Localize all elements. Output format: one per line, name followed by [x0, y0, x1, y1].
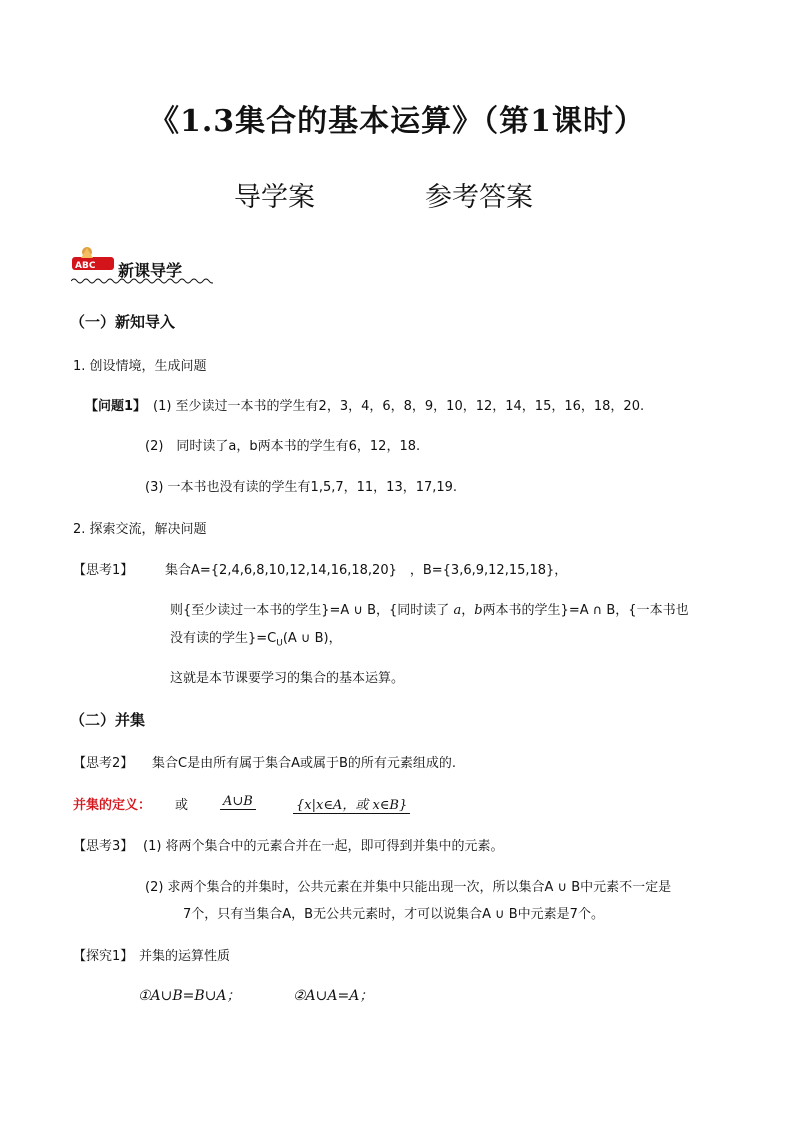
- question-1-answer-1: (1) 至少读过一本书的学生有2，3，4，6，8，9，10，12，14，15，16，18，20.: [153, 399, 645, 414]
- think-2-text: 集合C是由所有属于集合A或属于B的所有元素组成的.: [152, 756, 457, 771]
- think-3-point-2: (2) 求两个集合的并集时，公共元素在并集中只能出现一次，所以集合A ∪ B中元素不一定是: [145, 880, 672, 895]
- union-definition-or: 或: [175, 798, 189, 813]
- wavy-underline: [71, 277, 213, 285]
- var-b: b: [474, 603, 483, 618]
- explore-1-label: 【探究1】: [73, 949, 134, 964]
- subtitle-guide: 导学案: [234, 182, 315, 213]
- think-1-comma: ，: [461, 603, 475, 618]
- think-1-label: 【思考1】: [73, 563, 134, 578]
- question-1-answer-2: (2) 同时读了a，b两本书的学生有6，12，18.: [145, 439, 421, 454]
- think-1-conclusion: 这就是本节课要学习的集合的基本运算。: [170, 671, 405, 686]
- think-1-relations-a: 则{至少读过一本书的学生}=A ∪ B，{同时读了: [170, 603, 454, 618]
- think-1-complement: [170, 627, 342, 649]
- step-2-title: 2. 探索交流，解决问题: [73, 522, 207, 537]
- think-2-label: 【思考2】: [73, 756, 134, 771]
- subscript-u: U: [276, 638, 283, 649]
- question-1-answer-3: (3) 一本书也没有读的学生有1,5,7，11，13，17,19.: [145, 480, 458, 495]
- heading-new-knowledge: （一）新知导入: [70, 313, 176, 331]
- think-3-point-2-cont: 7个，只有当集合A，B无公共元素时，才可以说集合A ∪ B中元素是7个。: [183, 907, 604, 922]
- section-logo-icon: [71, 244, 115, 280]
- think-3-point-1: (1) 将两个集合中的元素合并在一起，即可得到并集中的元素。: [143, 839, 504, 854]
- subtitle-answer-key: 参考答案: [425, 182, 533, 213]
- union-definition-symbol: [220, 794, 256, 809]
- page-title: 《1.3集合的基本运算》（第1课时）: [148, 104, 646, 139]
- think-1-relations-b: 两本书的学生}=A ∩ B，{一本书也: [482, 603, 689, 618]
- think-1-sets: 集合A={2,4,6,8,10,12,14,16,18,20} ，B={3,6,9,12,15,18}，: [165, 563, 568, 578]
- union-property-1: ①A∪B=B∪A；: [138, 988, 241, 1004]
- explore-1-title: 并集的运算性质: [139, 949, 231, 964]
- think-1-relations: [170, 599, 689, 618]
- svg-text:ABC: ABC: [75, 261, 96, 271]
- step-1-title: 1. 创设情境，生成问题: [73, 359, 207, 374]
- question-1-label: 【问题1】: [85, 399, 147, 414]
- union-symbol: A∪B: [220, 794, 256, 810]
- heading-union: （二）并集: [70, 711, 146, 729]
- think-1-complement-b: (A ∪ B)，: [282, 631, 342, 646]
- var-a: a: [453, 603, 462, 618]
- union-set-builder: {x|x∈A，或 x∈B}: [293, 798, 410, 814]
- think-1-complement-a: 没有读的学生}=C: [170, 631, 277, 646]
- union-definition-set: [293, 794, 410, 813]
- section-badge-title: 新课导学: [118, 261, 183, 280]
- union-property-2: ②A∪A=A；: [293, 988, 374, 1004]
- think-3-label: 【思考3】: [73, 839, 134, 854]
- union-definition-label: 并集的定义：: [73, 798, 152, 813]
